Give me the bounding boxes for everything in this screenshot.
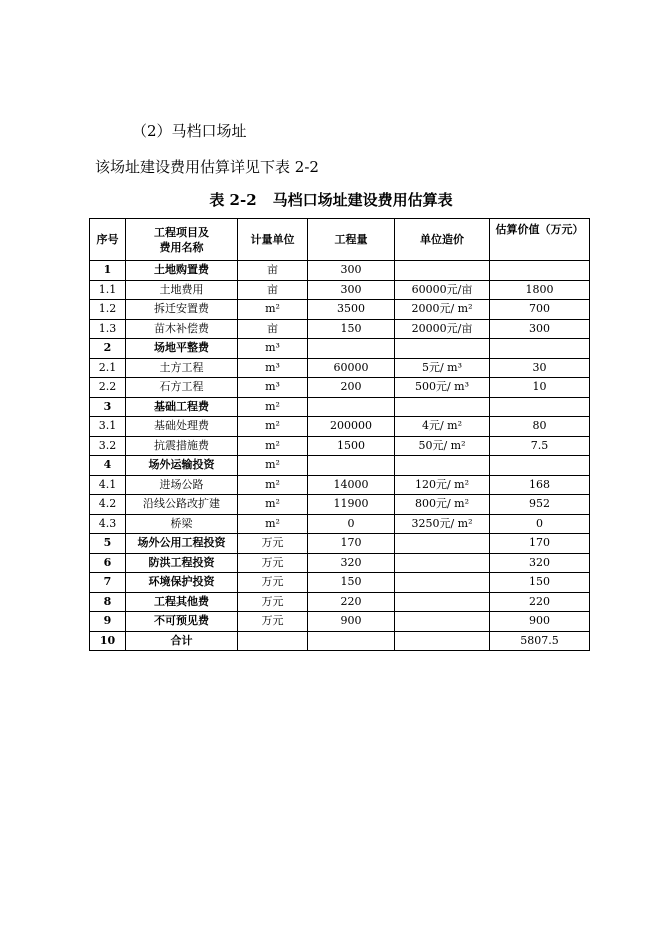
cell-no: 2 [90, 339, 126, 359]
cell-cost: 5807.5 [490, 631, 590, 651]
cell-name: 工程其他费 [126, 592, 238, 612]
cell-price [395, 397, 490, 417]
cell-name: 场外运输投资 [126, 456, 238, 476]
cell-unit: 万元 [238, 573, 308, 593]
cell-cost: 170 [490, 534, 590, 554]
cell-no: 1 [90, 261, 126, 281]
cell-unit: 万元 [238, 553, 308, 573]
cell-unit: m³ [238, 339, 308, 359]
cell-name: 拆迁安置费 [126, 300, 238, 320]
cell-cost [490, 339, 590, 359]
cell-no: 3.1 [90, 417, 126, 437]
cell-price: 3250元/ m² [395, 514, 490, 534]
cell-price: 5元/ m³ [395, 358, 490, 378]
cell-qty: 14000 [308, 475, 395, 495]
cell-cost: 80 [490, 417, 590, 437]
table-row [90, 261, 590, 281]
cell-qty: 200000 [308, 417, 395, 437]
table-row [90, 573, 590, 593]
cell-unit: m² [238, 475, 308, 495]
cell-name: 进场公路 [126, 475, 238, 495]
cell-qty: 200 [308, 378, 395, 398]
cell-no: 7 [90, 573, 126, 593]
cell-price: 2000元/ m² [395, 300, 490, 320]
cell-qty [308, 339, 395, 359]
cell-unit: 亩 [238, 319, 308, 339]
cell-qty: 11900 [308, 495, 395, 515]
cell-no: 1.3 [90, 319, 126, 339]
cell-unit: m² [238, 436, 308, 456]
cell-name: 苗木补偿费 [126, 319, 238, 339]
cell-unit: 万元 [238, 534, 308, 554]
cell-price [395, 553, 490, 573]
table-row [90, 436, 590, 456]
cell-no: 2.1 [90, 358, 126, 378]
table-row [90, 475, 590, 495]
cell-qty [308, 397, 395, 417]
cell-price: 500元/ m³ [395, 378, 490, 398]
cell-cost: 10 [490, 378, 590, 398]
header-qty: 工程量 [308, 219, 395, 261]
table-row [90, 534, 590, 554]
cell-name: 环境保护投资 [126, 573, 238, 593]
cell-cost: 168 [490, 475, 590, 495]
cell-no: 3 [90, 397, 126, 417]
cell-price: 120元/ m² [395, 475, 490, 495]
cell-qty: 170 [308, 534, 395, 554]
cell-unit: m² [238, 495, 308, 515]
cell-unit [238, 631, 308, 651]
cell-no: 8 [90, 592, 126, 612]
section-heading: （2）马档口场址 [132, 122, 247, 140]
header-price: 单位造价 [395, 219, 490, 261]
cell-cost [490, 261, 590, 281]
table-row [90, 417, 590, 437]
cell-price [395, 631, 490, 651]
table-title-text: 马档口场址建设费用估算表 [272, 191, 453, 209]
table-row [90, 592, 590, 612]
table-row [90, 280, 590, 300]
cell-name: 不可预见费 [126, 612, 238, 632]
cell-cost [490, 456, 590, 476]
cell-cost: 0 [490, 514, 590, 534]
cell-price [395, 592, 490, 612]
cell-qty: 3500 [308, 300, 395, 320]
table-row [90, 553, 590, 573]
cell-unit: m² [238, 300, 308, 320]
cell-price [395, 456, 490, 476]
cost-estimate-table [89, 218, 590, 651]
cell-no: 4.3 [90, 514, 126, 534]
table-title [0, 189, 662, 210]
cell-unit: m² [238, 417, 308, 437]
cell-no: 6 [90, 553, 126, 573]
cell-no: 10 [90, 631, 126, 651]
table-row [90, 612, 590, 632]
cell-name: 场外公用工程投资 [126, 534, 238, 554]
cell-no: 1.1 [90, 280, 126, 300]
cell-price [395, 534, 490, 554]
table-row [90, 358, 590, 378]
cell-no: 3.2 [90, 436, 126, 456]
cell-price: 60000元/亩 [395, 280, 490, 300]
cell-price: 4元/ m² [395, 417, 490, 437]
header-seq: 序号 [90, 219, 126, 261]
cell-unit: m² [238, 514, 308, 534]
cell-unit: 亩 [238, 261, 308, 281]
cell-name: 桥梁 [126, 514, 238, 534]
cell-name: 抗震措施费 [126, 436, 238, 456]
cell-name: 基础工程费 [126, 397, 238, 417]
cell-cost: 7.5 [490, 436, 590, 456]
header-item-line2: 费用名称 [159, 240, 204, 254]
cell-qty: 1500 [308, 436, 395, 456]
cell-qty: 0 [308, 514, 395, 534]
cell-no: 1.2 [90, 300, 126, 320]
table-number: 表 2-2 [209, 191, 257, 209]
cell-cost: 220 [490, 592, 590, 612]
cell-unit: m² [238, 397, 308, 417]
cell-unit: m³ [238, 378, 308, 398]
table-header-row [90, 219, 590, 261]
cell-qty: 60000 [308, 358, 395, 378]
cell-name: 土地费用 [126, 280, 238, 300]
cell-qty: 300 [308, 280, 395, 300]
cell-price: 50元/ m² [395, 436, 490, 456]
cell-no: 5 [90, 534, 126, 554]
cell-price [395, 612, 490, 632]
cell-qty: 320 [308, 553, 395, 573]
cell-name: 防洪工程投资 [126, 553, 238, 573]
cell-name: 场地平整费 [126, 339, 238, 359]
table-row [90, 339, 590, 359]
table-row [90, 319, 590, 339]
cell-cost: 1800 [490, 280, 590, 300]
cell-qty [308, 456, 395, 476]
cell-price [395, 573, 490, 593]
header-cost: 估算价值（万元） [490, 219, 590, 261]
cell-no: 4.1 [90, 475, 126, 495]
cell-name: 基础处理费 [126, 417, 238, 437]
cell-cost: 320 [490, 553, 590, 573]
table-row [90, 300, 590, 320]
cell-qty: 150 [308, 319, 395, 339]
cell-unit: m² [238, 456, 308, 476]
cell-name: 石方工程 [126, 378, 238, 398]
table-row [90, 456, 590, 476]
cell-price [395, 261, 490, 281]
cell-name: 土方工程 [126, 358, 238, 378]
cell-no: 4.2 [90, 495, 126, 515]
cell-unit: 万元 [238, 592, 308, 612]
cell-unit: m³ [238, 358, 308, 378]
cell-qty: 220 [308, 592, 395, 612]
cell-name: 土地购置费 [126, 261, 238, 281]
cell-cost: 700 [490, 300, 590, 320]
table-row [90, 397, 590, 417]
cell-cost: 900 [490, 612, 590, 632]
intro-text: 该场址建设费用估算详见下表 2-2 [95, 158, 319, 176]
cell-price: 800元/ m² [395, 495, 490, 515]
cell-unit: 万元 [238, 612, 308, 632]
cell-cost: 300 [490, 319, 590, 339]
cell-cost [490, 397, 590, 417]
table-row [90, 514, 590, 534]
cell-no: 2.2 [90, 378, 126, 398]
table-body [90, 261, 590, 651]
cell-qty [308, 631, 395, 651]
cell-no: 9 [90, 612, 126, 632]
cell-unit: 亩 [238, 280, 308, 300]
cell-price: 20000元/亩 [395, 319, 490, 339]
table-row [90, 378, 590, 398]
cell-name: 合计 [126, 631, 238, 651]
cell-cost: 952 [490, 495, 590, 515]
table-row [90, 631, 590, 651]
cell-qty: 900 [308, 612, 395, 632]
cell-qty: 300 [308, 261, 395, 281]
header-item-line1: 工程项目及 [154, 225, 209, 239]
cell-cost: 30 [490, 358, 590, 378]
header-item [126, 219, 238, 261]
cell-no: 4 [90, 456, 126, 476]
cell-name: 沿线公路改扩建 [126, 495, 238, 515]
cell-price [395, 339, 490, 359]
cell-qty: 150 [308, 573, 395, 593]
header-unit: 计量单位 [238, 219, 308, 261]
cell-cost: 150 [490, 573, 590, 593]
table-row [90, 495, 590, 515]
